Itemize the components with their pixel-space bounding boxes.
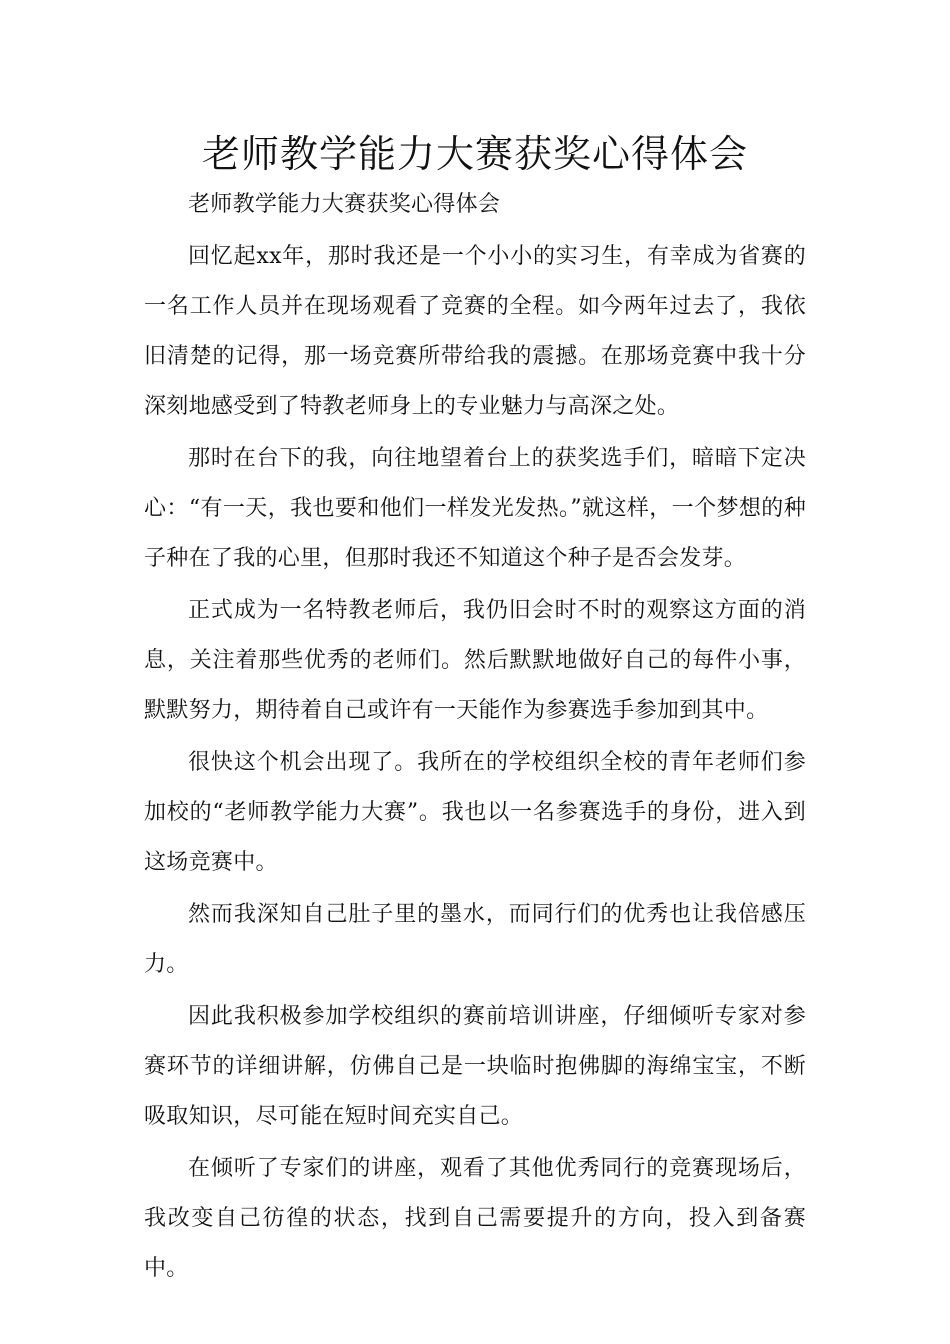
paragraph: 然而我深知自己肚子里的墨水，而同行们的优秀也让我倍感压力。 xyxy=(144,902,806,977)
paragraph: 因此我积极参加学校组织的赛前培训讲座，仔细倾听专家对参赛环节的详细讲解，仿佛自己是一块临时抱佛脚的海绵宝宝，不断吸取知识，尽可能在短时间充实自己。 xyxy=(144,1004,806,1129)
paragraph: 正式成为一名特教老师后，我仍旧会时不时的观察这方面的消息，关注着那些优秀的老师们。然后默默地做好自己的每件小事，默默努力，期待着自己或许有一天能作为参赛选手参加到其中。 xyxy=(144,598,806,723)
document-title: 老师教学能力大赛获奖心得体会 xyxy=(201,132,748,176)
paragraph: 那时在台下的我，向往地望着台上的获奖选手们，暗暗下定决心：“有一天，我也要和他们一样发光发热。”就这样，一个梦想的种子种在了我的心里，但那时我还不知道这个种子是否会发芽。 xyxy=(144,446,806,571)
document-body xyxy=(144,180,806,1296)
paragraph: 很快这个机会出现了。我所在的学校组织全校的青年老师们参加校的“老师教学能力大赛”。我也以一名参赛选手的身份，进入到这场竞赛中。 xyxy=(144,750,806,875)
paragraph: 回忆起xx年，那时我还是一个小小的实习生，有幸成为省赛的一名工作人员并在现场观看了竞赛的全程。如今两年过去了，我依旧清楚的记得，那一场竞赛所带给我的震撼。在那场竞赛中我十分深刻地感受到了特教老师身上的专业魅力与高深之处。 xyxy=(144,244,806,419)
paragraph-subtitle: 老师教学能力大赛获奖心得体会 xyxy=(188,192,501,217)
paragraph: 在倾听了专家们的讲座，观看了其他优秀同行的竞赛现场后，我改变自己彷徨的状态，找到自己需要提升的方向，投入到备赛中。 xyxy=(144,1156,806,1281)
